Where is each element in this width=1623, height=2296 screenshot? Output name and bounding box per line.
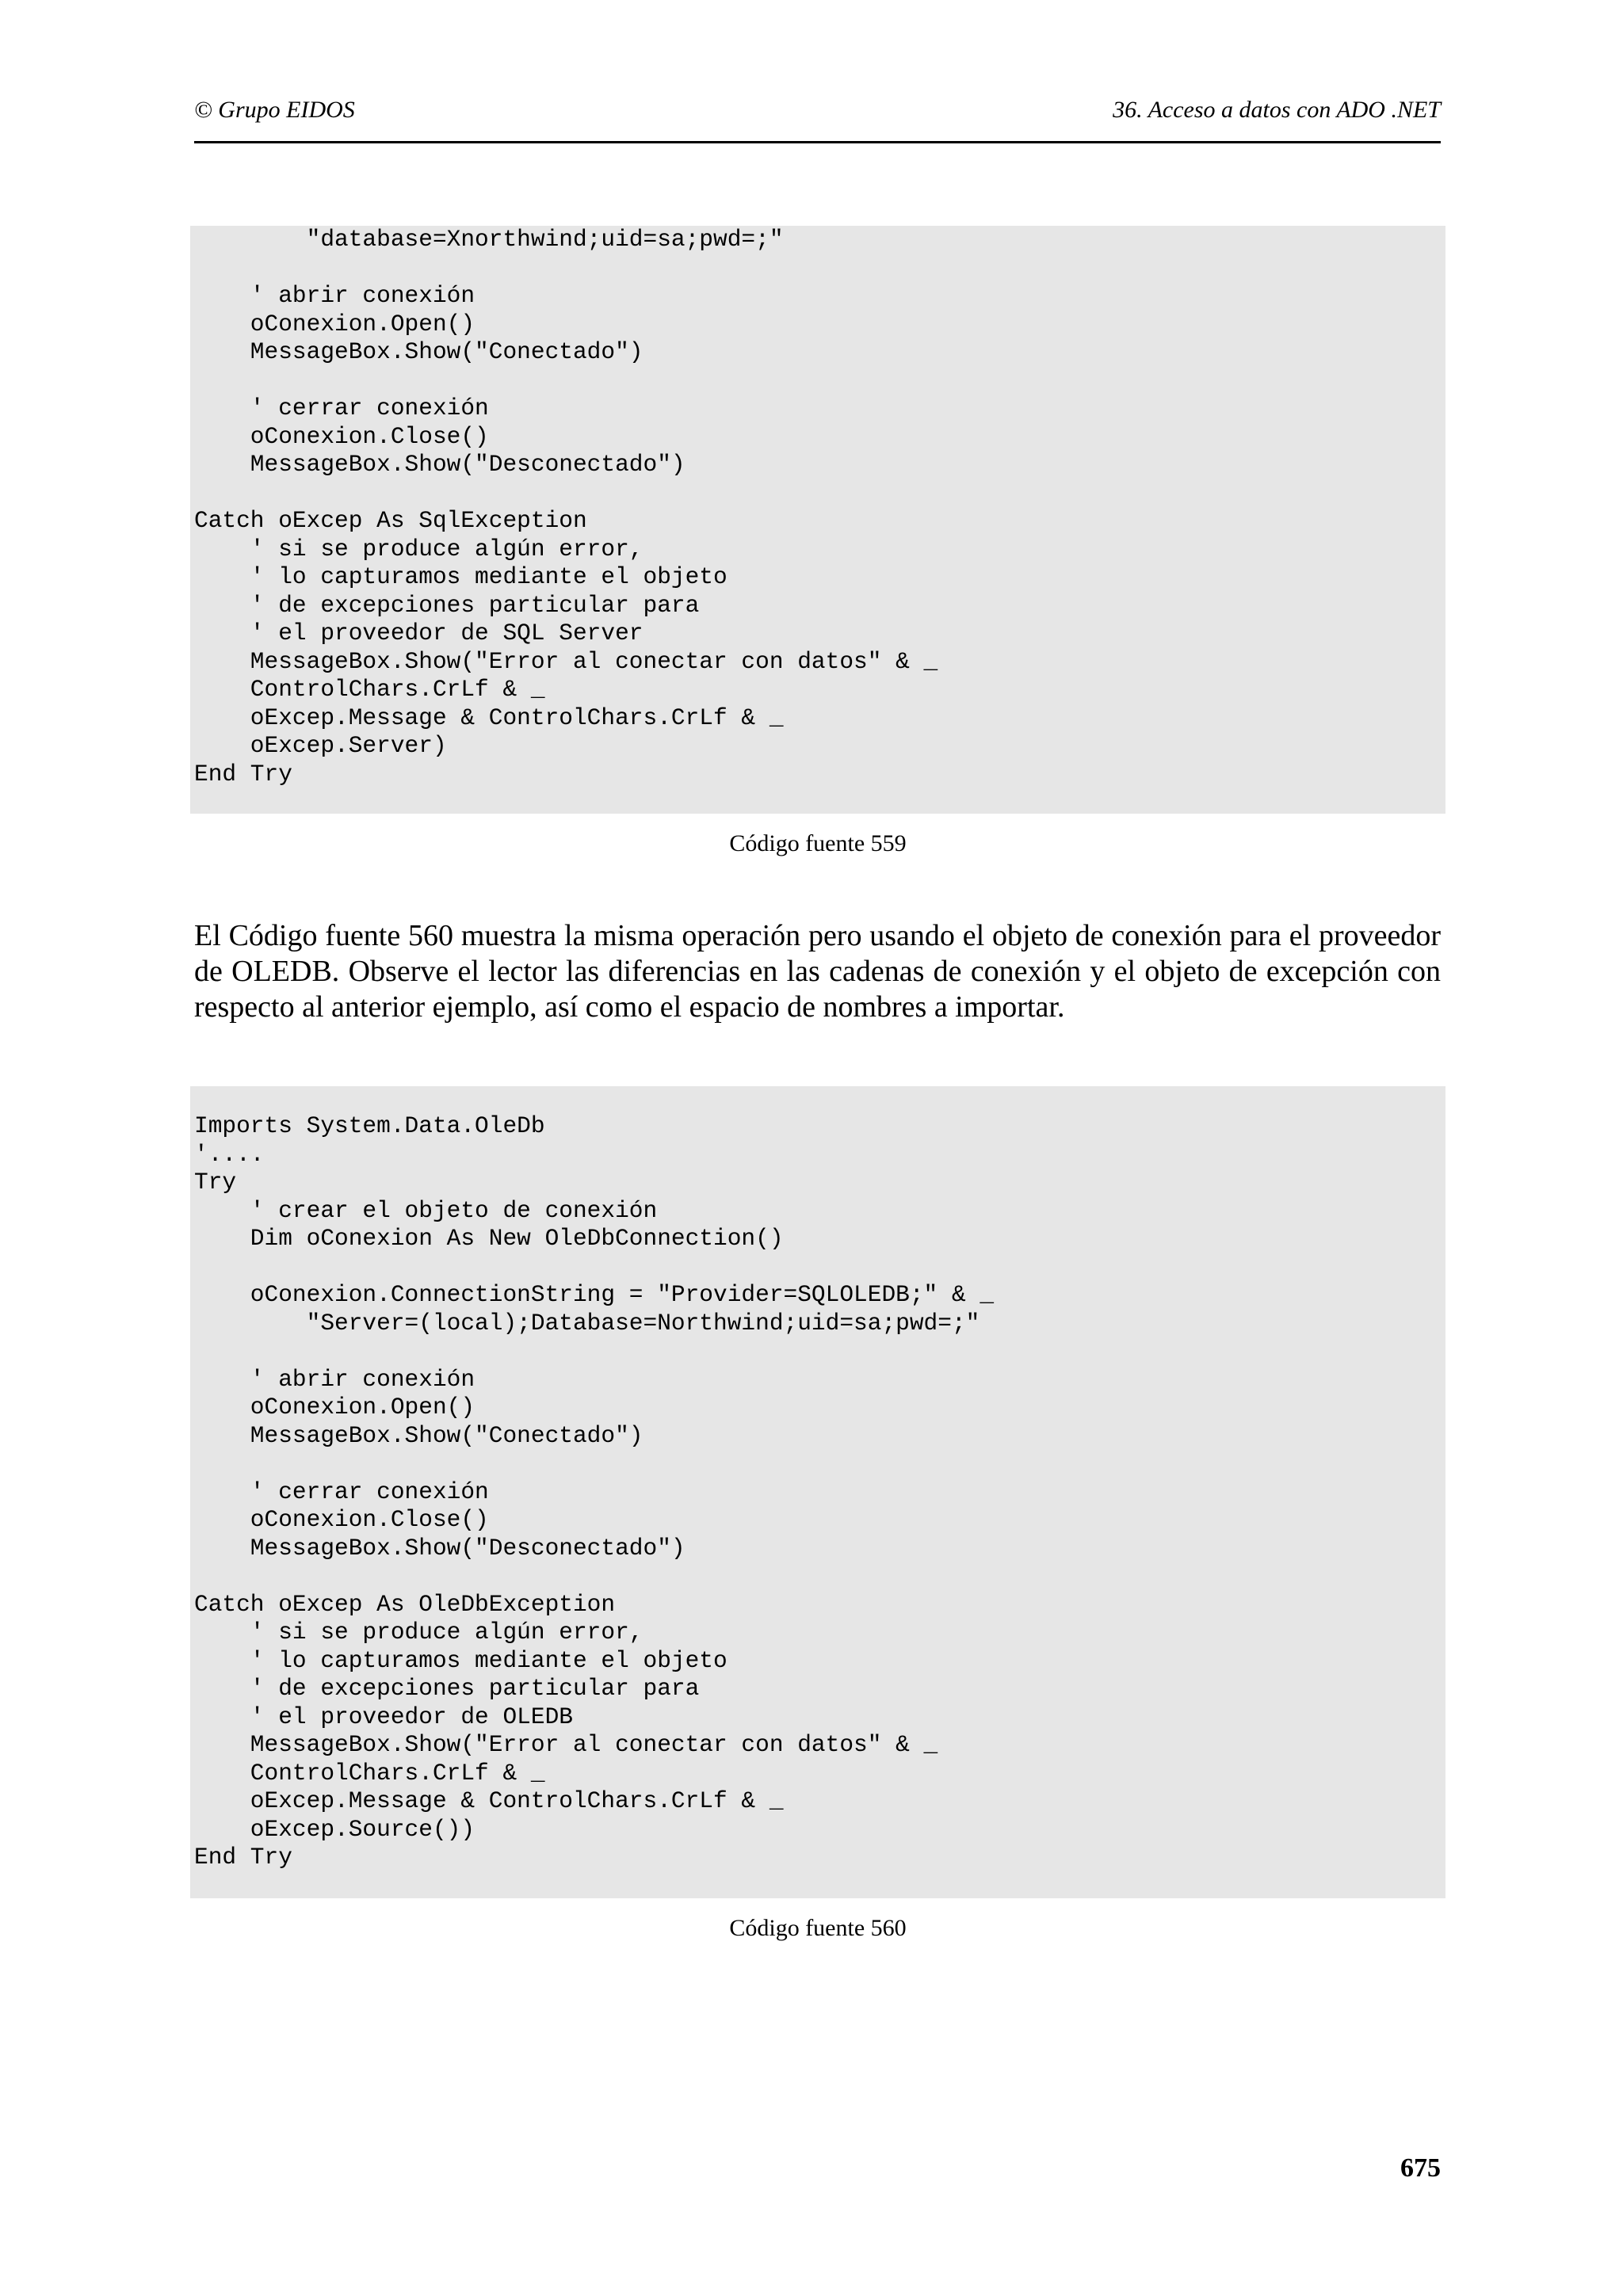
publisher-label: © Grupo EIDOS [194,97,355,123]
body-paragraph: El Código fuente 560 muestra la misma operación pero usando el objeto de conexión para el proveedor de OLEDB. Observe el lector las diferencias en las cadenas de conexión y el objeto de excepción con respecto al anterior ejemplo, así como el espacio de nombres a importar. [194,919,1441,1024]
code-text: "database=Xnorthwind;uid=sa;pwd=;" ' abrir conexión oConexion.Open() MessageBox.Show("Conectado") ' cerrar conexión oConexion.Close() MessageBox.Show("Desconectado") Catch oExcep As SqlException ' si se produce algún error, ' lo capturamos mediante el objeto ' de excepciones particular para ' el proveedor de SQL Server MessageBox.Show("Error al conectar con datos" & _ ControlChars.CrLf & _ oExcep.Message & ControlChars.CrLf & _ oExcep.Server) End Try [194,226,938,788]
chapter-title: 36. Acceso a datos con ADO .NET [1113,97,1441,123]
page-header [194,93,1441,143]
code-caption-560: Código fuente 560 [729,1915,907,1941]
code-listing-559 [190,226,1445,814]
page-number: 675 [1400,2153,1441,2183]
code-listing-560 [190,1086,1445,1898]
code-text: Imports System.Data.OleDb '.... Try ' crear el objeto de conexión Dim oConexion As New OleDbConnection() oConexion.ConnectionString = "Provider=SQLOLEDB;" & _ "Server=(local);Database=Northwind;uid=sa;pwd=;" ' abrir conexión oConexion.Open() MessageBox.Show("Conectado") ' cerrar conexión oConexion.Close() MessageBox.Show("Desconectado") Catch oExcep As OleDbException ' si se produce algún error, ' lo capturamos mediante el objeto ' de excepciones particular para ' el proveedor de OLEDB MessageBox.Show("Error al conectar con datos" & _ ControlChars.CrLf & _ oExcep.Message & ControlChars.CrLf & _ oExcep.Source()) End Try [194,1112,995,1871]
code-caption-559: Código fuente 559 [729,830,907,856]
